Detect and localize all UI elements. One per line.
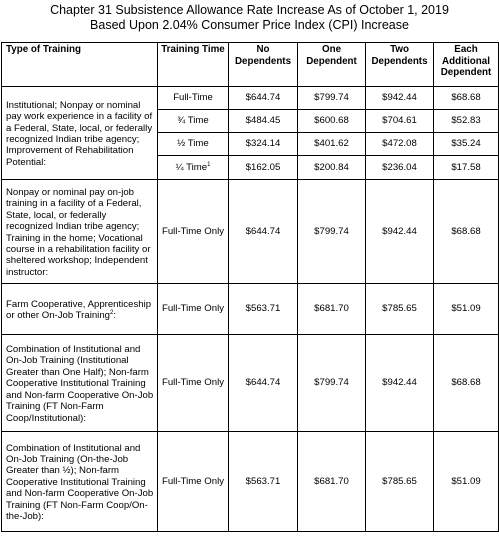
- training-type-text: Farm Cooperative, Apprenticeship or other On-Job Training: [6, 298, 152, 321]
- table-row: [2, 87, 499, 110]
- header-one-dependent: One Dependent: [298, 43, 366, 87]
- rate-each-additional: $17.58: [434, 156, 499, 180]
- footnote-marker: 2: [110, 310, 114, 316]
- rate-one-dependent: $200.84: [298, 156, 366, 180]
- header-type: Type of Training: [2, 43, 158, 87]
- subsistence-rate-table: [1, 42, 499, 532]
- rate-each-additional: $68.68: [434, 87, 499, 110]
- rate-no-dependents: $324.14: [229, 133, 298, 156]
- header-row: [2, 43, 499, 87]
- rate-two-dependents: $785.65: [366, 432, 434, 532]
- rate-one-dependent: $681.70: [298, 284, 366, 335]
- rate-no-dependents: $644.74: [229, 335, 298, 432]
- table-row: [2, 284, 499, 335]
- rate-each-additional: $51.09: [434, 432, 499, 532]
- rate-one-dependent: $799.74: [298, 87, 366, 110]
- training-time-cell: Full-Time Only: [158, 335, 229, 432]
- header-no-dependents: No Dependents: [229, 43, 298, 87]
- rate-two-dependents: $942.44: [366, 335, 434, 432]
- rate-no-dependents: $563.71: [229, 284, 298, 335]
- training-type-cell: Institutional; Nonpay or nominal pay work experience in a facility of a Federal, State, local, or federally recognized Indian tribe agency; Improvement of Rehabilitation Potential:: [2, 87, 158, 180]
- header-training-time: Training Time: [158, 43, 229, 87]
- training-time-cell: Full-Time Only: [158, 284, 229, 335]
- document-title: Chapter 31 Subsistence Allowance Rate Increase As of October 1, 2019: [50, 3, 449, 17]
- rate-two-dependents: $942.44: [366, 87, 434, 110]
- rate-one-dependent: $401.62: [298, 133, 366, 156]
- training-type-cell: Combination of Institutional and On-Job Training (On-the-Job Greater than ½); Non-farm Cooperative Institutional Training and Non-farm Cooperative On-Job Training (FT Non-Farm Coop/On-the-Job):: [2, 432, 158, 532]
- rate-two-dependents: $236.04: [366, 156, 434, 180]
- rate-each-additional: $52.83: [434, 110, 499, 133]
- training-type-cell: Nonpay or nominal pay on-job training in a facility of a Federal, State, local, or federally recognized Indian tribe agency; Training in the home; Vocational course in a rehabilitation facility or sheltered workshop; Independent instructor:: [2, 180, 158, 284]
- rate-one-dependent: $600.68: [298, 110, 366, 133]
- rate-each-additional: $35.24: [434, 133, 499, 156]
- header-two-dependents: Two Dependents: [366, 43, 434, 87]
- rate-one-dependent: $799.74: [298, 180, 366, 284]
- rate-each-additional: $51.09: [434, 284, 499, 335]
- rate-one-dependent: $681.70: [298, 432, 366, 532]
- rate-no-dependents: $162.05: [229, 156, 298, 180]
- training-time-cell: Full-Time Only: [158, 180, 229, 284]
- rate-one-dependent: $799.74: [298, 335, 366, 432]
- rate-two-dependents: $942.44: [366, 180, 434, 284]
- training-time-cell: [158, 156, 229, 180]
- training-time-cell: Full-Time: [158, 87, 229, 110]
- rate-two-dependents: $704.61: [366, 110, 434, 133]
- training-type-cell: [2, 284, 158, 335]
- header-each-additional: Each Additional Dependent: [434, 43, 499, 87]
- rate-no-dependents: $644.74: [229, 180, 298, 284]
- rate-no-dependents: $563.71: [229, 432, 298, 532]
- training-type-cell: Combination of Institutional and On-Job Training (Institutional Greater than One Half); Non-farm Cooperative Institutional Training and Non-farm Cooperative On-Job Training (FT Non-Farm Coop/Institutional):: [2, 335, 158, 432]
- document-subtitle: Based Upon 2.04% Consumer Price Index (CPI) Increase: [90, 18, 409, 32]
- training-time-cell: Full-Time Only: [158, 432, 229, 532]
- training-time-cell: ½ Time: [158, 133, 229, 156]
- rate-two-dependents: $472.08: [366, 133, 434, 156]
- rate-two-dependents: $785.65: [366, 284, 434, 335]
- table-row: [2, 180, 499, 284]
- rate-no-dependents: $484.45: [229, 110, 298, 133]
- table-row: [2, 432, 499, 532]
- training-type-punct: :: [113, 310, 117, 321]
- training-time-cell: ¾ Time: [158, 110, 229, 133]
- table-row: [2, 335, 499, 432]
- rate-each-additional: $68.68: [434, 335, 499, 432]
- footnote-marker: 1: [207, 161, 211, 168]
- rate-each-additional: $68.68: [434, 180, 499, 284]
- rate-no-dependents: $644.74: [229, 87, 298, 110]
- training-time-text: ¼ Time: [175, 161, 208, 173]
